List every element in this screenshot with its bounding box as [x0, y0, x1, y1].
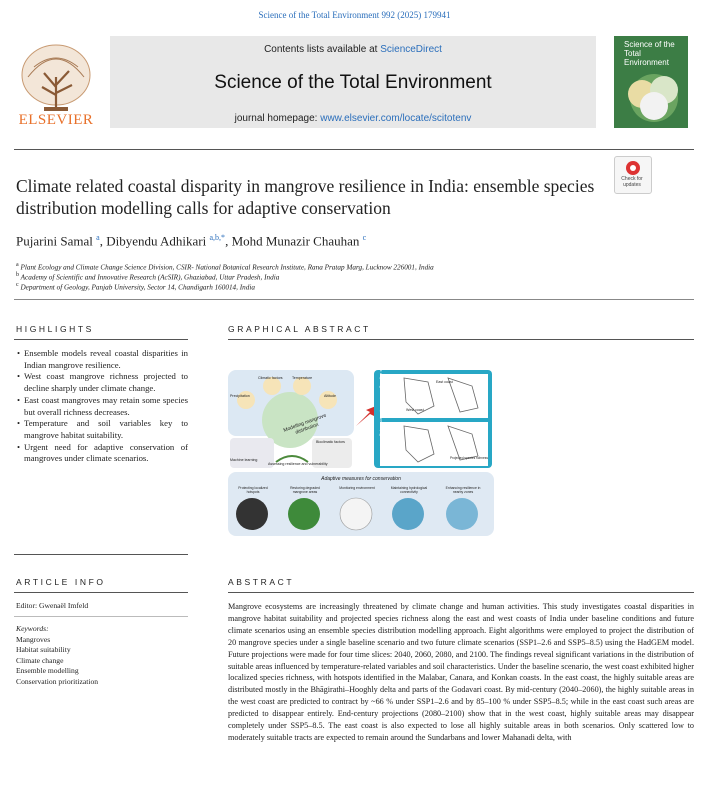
affiliation — [16, 282, 255, 291]
graphical-abstract-heading: GRAPHICAL ABSTRACT — [228, 324, 371, 334]
affiliation-divider — [14, 299, 694, 300]
affiliation — [16, 272, 279, 281]
affiliation — [16, 262, 434, 271]
ga-map-label: Baseline scenario — [378, 356, 383, 388]
ga-map-label: West coast — [406, 408, 424, 412]
editor-line: Editor: Gwenaël Imfeld — [16, 601, 89, 610]
author-list — [16, 233, 366, 249]
cover-title-line2: Total Environment — [624, 49, 669, 67]
highlights-heading: HIGHLIGHTS — [16, 324, 94, 334]
highlight-item: • Ensemble models reveal coastal disparities in Indian mangrove resilience. — [16, 348, 188, 371]
contents-line — [110, 44, 596, 55]
author-affil-marker[interactable]: c — [362, 233, 367, 242]
journal-homepage — [110, 113, 596, 124]
highlight-item: • Urgent need for adaptive conservation of mangroves under climate scenarios. — [16, 442, 188, 465]
cover-title — [624, 40, 688, 67]
contents-prefix: Contents lists available at — [264, 44, 381, 55]
ga-map-label: Projected species richness — [450, 456, 488, 460]
graphical-abstract-figure[interactable] — [228, 356, 496, 538]
author-name[interactable]: Pujarini Samal — [16, 233, 93, 249]
cover-title-line1: Science of the — [624, 40, 675, 49]
ga-adaptive-item: Protecting localized hotspots — [238, 486, 268, 494]
ga-top-label: Climatic factors — [258, 376, 283, 380]
check-updates-line1: Check for — [621, 176, 643, 182]
affiliation-text: Department of Geology, Panjab University, Sector 14, Chandigarh 160014, India — [20, 283, 255, 292]
ga-map-label: Future scenario — [378, 408, 383, 436]
homepage-link[interactable]: www.elsevier.com/locate/scitotenv — [320, 113, 472, 124]
editor-divider — [14, 616, 188, 617]
affiliation-text: Academy of Scientific and Innovative Research (AcSIR), Ghaziabad, Uttar Pradesh, India — [20, 273, 280, 282]
keywords-label: Keywords: — [16, 624, 49, 633]
abstract-text: Mangrove ecosystems are increasingly threatened by climate change and human activities. This study investigates coastal disparities in mangrove habitat suitability and projected species richness along the east and west coasts of India under baseline conditions and future climate scenarios using an ensemble species distribution modelling approach. Eight algorithms were employed to project the distribution of 20 mangrove species under a single baseline scenario and two future climate scenarios (SSP1–2.6 and SSP5–8.5) using the HadGEM model. Future projections were made for four time slices: 2040, 2060, 2080, and 2100. The findings reveal significant variations in the distribution of suitable areas influenced by temperature-related variables and soil characteristics. Under the baseline scenario, the west coast exhibited higher localized species richness, with hotspots identified in the Malabar, Canara, and Konkan coasts. In the east coast, the highly suitable areas are distributed mostly in the Bhāgirathi–Hooghly delta and parts of the Godavari coast. By mid-century (2040–2060), the highly suitable areas in the west coast are predicted to contract by ~66 % under SSP1–2.6 and by 85–100 % under SSP5–8.5; while in the east coast such areas are predicted to disappear entirely. End-century projections (2080–2100) show that in the west coast, highly suitable areas may disappear completely under SSP5–8.5. The east coast is also expected to lose all highly suitable areas in both scenarios. Only scattered low to moderately suitable tracts are expected to remain around the Sundarbans and lower Mahanadi delta, with — [228, 602, 694, 742]
keyword: Mangroves — [16, 635, 51, 644]
header-divider — [14, 149, 694, 150]
check-updates-label — [614, 176, 650, 188]
ga-adaptive-item: Restoring degraded mangrove areas — [290, 486, 320, 494]
highlights-bottom-rule — [14, 554, 188, 555]
affiliation-text: Plant Ecology and Climate Change Science Division, CSIR- National Botanical Research Institute, Rana Pratap Marg, Lucknow 226001, India — [20, 263, 434, 272]
highlight-item: • East coast mangroves may retain some species but overall richness decreases. — [16, 395, 188, 418]
author-affil-marker[interactable]: a,b,* — [209, 233, 226, 242]
ga-adaptive-item: Enhancing resilience in nearby zones — [445, 486, 481, 494]
highlight-item: • West coast mangrove richness projected to decline sharply under climate change. — [16, 371, 188, 394]
keyword-list — [16, 635, 98, 687]
ga-adaptive-item: Monitoring environment — [339, 486, 375, 490]
affiliation-marker: a — [16, 262, 19, 268]
author-separator: , — [225, 233, 232, 249]
ga-center-label: Modelling mangrove distribution — [282, 412, 328, 436]
author-name[interactable]: Dibyendu Adhikari — [106, 233, 207, 249]
keyword: Conservation prioritization — [16, 676, 99, 686]
ga-side-label: Machine learning — [230, 458, 258, 462]
ga-top-label: Temperature — [292, 376, 313, 380]
homepage-prefix: journal homepage: — [234, 113, 321, 124]
journal-title: Science of the Total Environment — [214, 72, 492, 93]
ga-side-label: Bioclimatic factors — [316, 440, 345, 444]
sciencedirect-link[interactable]: ScienceDirect — [380, 44, 442, 55]
highlights-list — [16, 348, 188, 465]
ga-map-label: East coast — [436, 380, 453, 384]
keyword: Climate change — [16, 655, 64, 665]
article-info-rule — [14, 592, 188, 593]
author-name[interactable]: Mohd Munazir Chauhan — [231, 233, 360, 249]
article-title: Climate related coastal disparity in mangrove resilience in India: ensemble species distribution modelling calls for adaptive conservation — [16, 176, 595, 218]
keyword: Ensemble modelling — [16, 666, 79, 676]
ga-side-label: Assessing resilience and vulnerability — [268, 462, 328, 466]
ga-adaptive-title: Adaptive measures for conservation — [321, 476, 401, 482]
ga-top-label: Altitude — [324, 394, 336, 398]
article-info-heading: ARTICLE INFO — [16, 577, 106, 587]
ga-adaptive-item: Maintaining hydrological connectivity — [390, 486, 428, 494]
affiliation-marker: b — [16, 272, 19, 278]
ga-top-label: Precipitation — [230, 394, 250, 398]
keyword: Habitat suitability — [16, 645, 71, 655]
affiliation-marker: c — [16, 282, 19, 288]
highlight-item: • Temperature and soil variables key to mangrove habitat suitability. — [16, 418, 188, 441]
abstract-rule — [228, 592, 694, 593]
check-for-updates-button[interactable] — [614, 156, 652, 194]
highlights-rule — [14, 339, 188, 340]
author-separator: , — [99, 233, 107, 249]
check-updates-line2: updates — [623, 182, 641, 188]
graphical-abstract-rule — [228, 339, 694, 340]
author-affil-marker[interactable]: a — [96, 233, 100, 242]
publisher-name: ELSEVIER — [18, 112, 94, 128]
journal-citation[interactable]: Science of the Total Environment 992 (2025) 179941 — [258, 10, 451, 20]
graphical-abstract-art — [228, 366, 496, 538]
abstract-heading: ABSTRACT — [228, 577, 295, 587]
journal-cover[interactable] — [614, 36, 688, 128]
